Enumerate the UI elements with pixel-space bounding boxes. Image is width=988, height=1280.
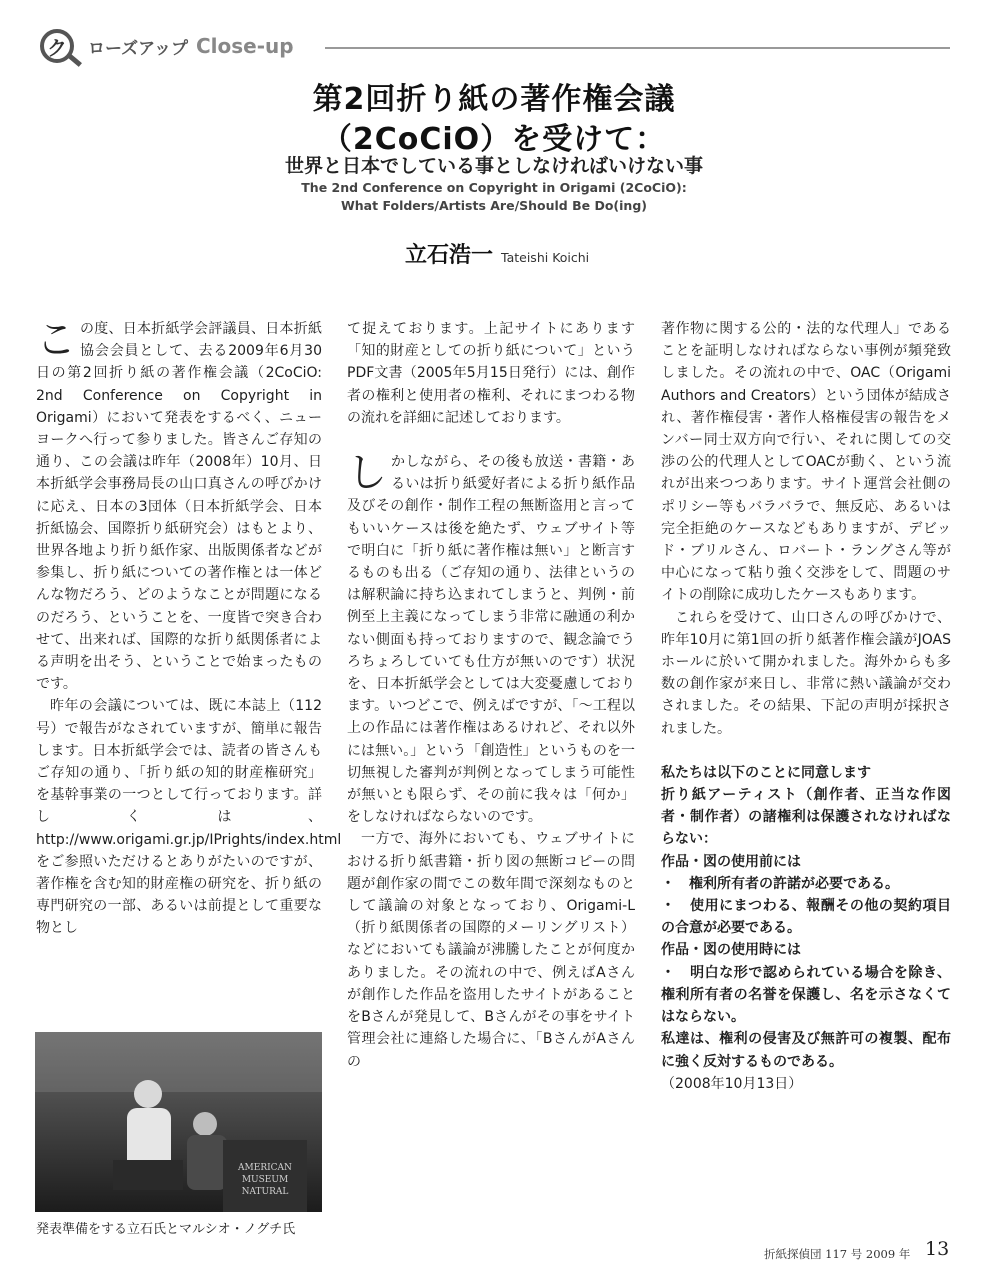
declaration-date: （2008年10月13日） [661, 1075, 803, 1092]
author-byline [405, 238, 589, 269]
svg-text:MUSEUM: MUSEUM [241, 1175, 289, 1185]
paragraph: 著作物に関する公的・法的な代理人」であることを証明しなければならない事例が頻発致しました。その流れの中で、OAC（Origami Authors and Creators）という団体が結成され、著作権侵害・著作人格権侵害の報告をメンバー同士双方向で行い、それに関しての交渉の公的代理人としてOACが動く、という流れが出来つつあります。サイト運営会社側のポリシー等もバラバラで、無反応、あるいは完全拒絶のケースなどもありますが、デビッド・ブリルさん、ロバート・ラングさん等が中心になって粘り強く交渉をして、問題のサイトの削除に成功したケースもあります。 [661, 321, 951, 604]
column-3 [661, 318, 951, 1095]
dropcap: こ [36, 317, 76, 363]
paragraph: この度、日本折紙学会評議員、日本折紙協会会員として、去る2009年6月30日の第2回折り紙の著作権会議（2CoCiO: 2nd Conference on Copyright in Origami）において発表をするべく、ニューヨークへ行って参りました。皆さんご存知の通り、この会議は昨年（2008年）10月、日本折紙学会事務局長の山口真さんの呼びかけに応え、日本の3団体（日本折紙学会、日本折紙協会、国際折り紙研究会）はもとより、世界各地より折り紙作家、出版関係者などが参集し、折り紙についての著作権とは一体どんな物だろう、どのようなことが問題になるのだろう、ということを、一度皆で突き合わせて、出来れば、国際的な折り紙関係者による声明を出そう、ということで始まったものです。 [36, 317, 322, 693]
article-subtitle: 世界と日本でしている事としなければいけない事 [284, 155, 703, 177]
header-rule [325, 47, 950, 49]
english-title-line2: What Folders/Artists Are/Should Be Do(ing) [341, 198, 647, 213]
svg-text:NATURAL: NATURAL [241, 1187, 289, 1197]
declaration-line: ・ 権利所有者の許諾が必要である。 [661, 875, 899, 892]
paragraph: て捉えております。上記サイトにあります「知的財産としての折り紙について」というPDF文書（2005年5月15日発行）には、創作者の権利と使用者の権利、それにまつわる物の流れを詳細に記述しております。 [347, 321, 635, 426]
photo-presentation [35, 1032, 322, 1212]
paragraph: 昨年の会議については、既に本誌上（112号）で報告がなされていますが、簡単に報告します。日本折紙学会では、読者の皆さんもご存知の通り、「折り紙の知的財産権研究」を基幹事業の一つとして行っております。詳しくは、http://www.origami.gr.jp/IPrights/index.htmlをご参照いただけるとありがたいのですが、著作権を含む知的財産権の研究を、折り紙の専門研究の一部、あるいは前提として重要な物とし [36, 698, 342, 937]
section-label-ja: ローズアップ [88, 38, 188, 59]
article-title-line2: （2CoCiO）を受けて： [321, 122, 667, 157]
column-1 [36, 317, 342, 940]
magnifier-icon: ク [40, 29, 74, 63]
declaration-line: ・ 明白な形で認められている場合を除き、権利所有者の名誉を保護し、名を示さなくてはならない。 [661, 964, 951, 1026]
paragraph: 一方で、海外においても、ウェブサイトにおける折り紙書籍・折り図の無断コピーの問題が創作家の間でこの数年間で深刻なものとして議論の対象となっており、Origami-L（折り紙関係者の国際的メーリングリスト）などにおいても議論が沸騰したことが何度かありました。その流れの中で、例えばAさんが創作した作品を盗用したサイトがあることをBさんが発見して、Bさんがその事をサイト管理会社に連絡した場合に、「BさんがAさんの [347, 831, 635, 1070]
page-number: 13 [925, 1238, 950, 1260]
author-name-en: Tateishi Koichi [501, 250, 590, 265]
photo-caption: 発表準備をする立石氏とマルシオ・ノグチ氏 [36, 1222, 296, 1237]
podium-sign: AMERICAN [238, 1163, 292, 1173]
paragraph: これらを受けて、山口さんの呼びかけで、昨年10月に第1回の折り紙著作権会議がJOASホールに於いて開かれました。海外からも多数の創作家が来日し、非常に熱い議論が交わされました。その結果、下記の声明が採択されました。 [661, 609, 951, 737]
declaration-box [661, 762, 951, 1095]
author-name-ja: 立石浩一 [405, 243, 494, 268]
declaration-line: 作品・図の使用前には [661, 853, 801, 870]
declaration-line: 折り紙アーティスト（創作者、正当な作図者・制作者）の諸権利は保護されなければならない： [661, 787, 951, 848]
english-title-line1: The 2nd Conference on Copyright in Origami (2CoCiO): [301, 180, 687, 195]
declaration-line: 私達は、権利の侵害及び無許可の複製、配布に強く反対するものである。 [661, 1031, 951, 1070]
declaration-line: 作品・図の使用時には [661, 942, 801, 959]
section-label-en: Close-up [195, 34, 294, 58]
section-tag [40, 26, 294, 66]
paragraph: しかしながら、その後も放送・書籍・あるいは折り紙愛好者による折り紙作品及びその創作・制作工程の無断盗用と言ってもいいケースは後を絶たず、ウェブサイト等で明白に「折り紙に著作権は無い」と断言するものも出る（ご存知の通り、法律というのは解釈論に持ち込まれてしまうと、判例・前例至上主義になってしまう非常に融通の利かない側面も持っておりますので、観念論でうろちょろしていても仕方が無いのです）状況を、日本折紙学会としては大変憂慮しております。いつどこで、例えばですが、「〜工程以上の作品には著作権はあるけれど、それ以外には無い。」という「創造性」というものを一切無視した審判が判例となってしまう可能性が無いとも限らず、その前に我々は「何か」をしなければならないのです。 [347, 450, 635, 826]
declaration-line: 私たちは以下のことに同意します [661, 764, 871, 781]
footer-journal: 折紙探偵団 117 号 2009 年 [764, 1247, 911, 1261]
article-title-line1: 第2回折り紙の著作権会議 [312, 82, 676, 117]
column-2 [347, 318, 635, 1073]
photo-image [35, 1032, 322, 1212]
dropcap: し [347, 450, 387, 497]
declaration-line: ・ 使用にまつわる、報酬その他の契約項目の合意が必要である。 [661, 898, 951, 937]
